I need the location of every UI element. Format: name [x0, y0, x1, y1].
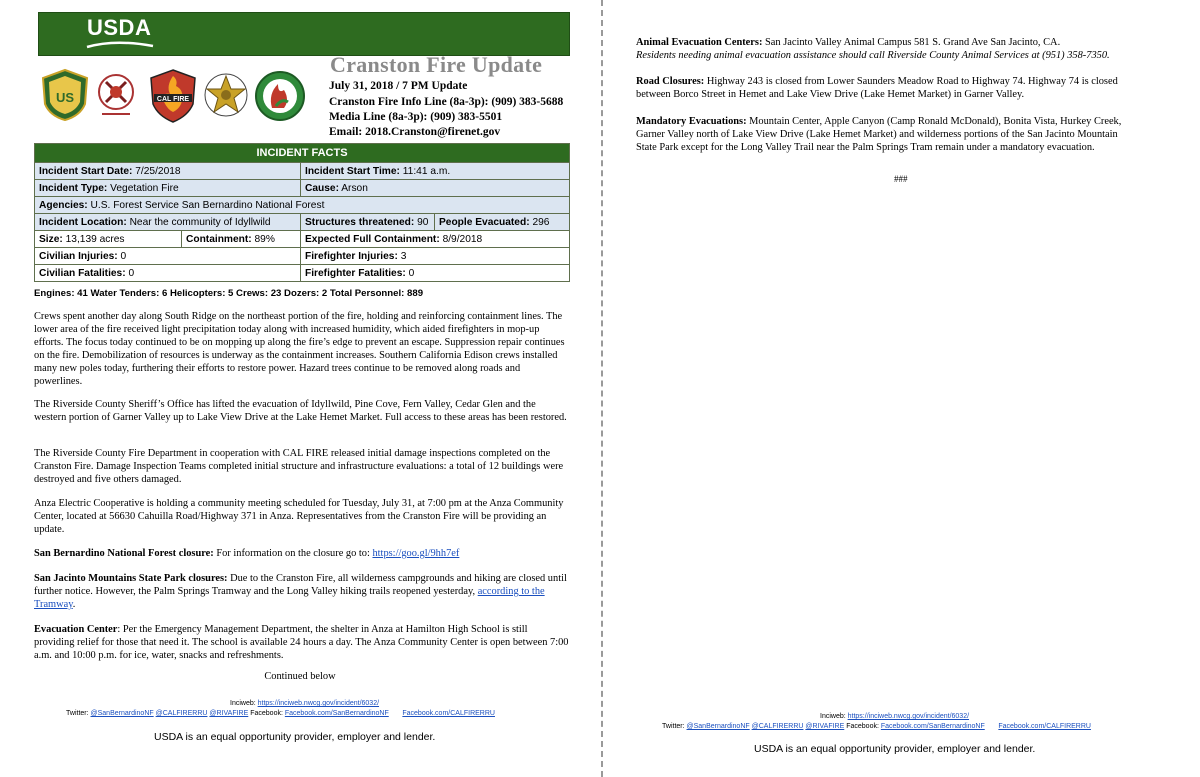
table-row: Incident Start Date: 7/25/2018 Incident Start Time: 11:41 a.m. — [35, 163, 570, 180]
forest-closure-paragraph: San Bernardino National Forest closure: For information on the closure go to: https://goo.gl/9hh7ef — [34, 548, 460, 559]
page-title: Cranston Fire Update — [330, 52, 543, 77]
operations-paragraph: Crews spent another day along South Ridge on the northeast portion of the fire, holding and reinforcing containment lines. The lower area of the fire received light precipitation today along with increased humidity, which aided firefighters in mop-up efforts. The focus today continued to be on mopping up along the fire’s edge to prevent an escape. Suppression repair continues on the fire. Demobilization of resources is underway as the containment increases. Southern California Edison crews installed many new poles today, furthering their efforts to restore power. Hazard trees continue to be removed along roads and powerlines. — [34, 311, 565, 387]
facebook-sbnf-link[interactable]: Facebook.com/SanBernardinoNF — [880, 723, 985, 730]
cause-value: Arson — [341, 182, 368, 194]
agencies-value: U.S. Forest Service San Bernardino National Forest — [90, 199, 325, 211]
closure-link[interactable]: https://goo.gl/9hh7ef — [372, 548, 460, 559]
end-marker: ### — [894, 174, 908, 184]
inciweb-link[interactable]: https://inciweb.nwcg.gov/incident/6032/ — [847, 713, 970, 720]
update-date: July 31, 2018 / 7 PM Update — [329, 80, 468, 92]
evacuation-center-paragraph: Evacuation Center: Per the Emergency Management Department, the shelter in Anza at Hamilton High School is still providing relief for those that need it. The school is available 24 hours a day. The Anza Community Center is open between 7:00 a.m. and 10:00 p.m. for ice, water, snacks and refreshments. — [34, 624, 569, 661]
forest-service-shield-icon — [40, 68, 90, 122]
twitter-rivafire-link[interactable]: @RIVAFIRE — [805, 723, 845, 730]
table-row: Size: 13,139 acres Containment: 89% Expected Full Containment: 8/9/2018 — [35, 231, 570, 248]
start-date-value: 7/25/2018 — [135, 165, 181, 177]
twitter-sbnf-link[interactable]: @SanBernardinoNF — [686, 723, 750, 730]
civilian-injuries-value: 0 — [120, 250, 127, 262]
mandatory-evacuations-paragraph: Mandatory Evacuations: Mountain Center, Apple Canyon (Camp Ronald McDonald), Bonita Vista, Hurkey Creek, Garner Valley north of Lake View Drive (Lake Hemet Market) and wilderness portions of the San Jacinto Mountain State Park except for the Long Valley Trail near the Palm Springs Tram remain under a mandatory evacuation. — [636, 116, 1122, 153]
inciweb-link[interactable]: https://inciweb.nwcg.gov/incident/6032/ — [257, 700, 380, 707]
page-divider — [601, 0, 603, 777]
inciweb-line: Inciweb: https://inciweb.nwcg.gov/incident/6032/ — [230, 700, 380, 707]
tramway-link[interactable]: according to the Tramway — [34, 585, 545, 610]
media-line: Media Line (8a-3p): (909) 383-5501 — [329, 111, 503, 123]
firefighter-injuries-value: 3 — [400, 250, 407, 262]
incident-facts-heading: INCIDENT FACTS — [35, 144, 570, 163]
damage-paragraph: The Riverside County Fire Department in cooperation with CAL FIRE released initial damage inspections completed on the Cranston Fire. Damage Inspection Teams completed initial structure and infrastructure evaluations: a total of 12 buildings were destroyed and five others damaged. — [34, 448, 564, 485]
start-time-value: 11:41 a.m. — [402, 165, 451, 177]
twitter-calfire-link[interactable]: @CALFIRERRU — [155, 710, 208, 717]
community-meeting-paragraph: Anza Electric Cooperative is holding a community meeting scheduled for Tuesday, July 31, at 7:00 pm at the Anza Community Center, located at 56630 Cahuilla Road/Highway 371 in Anza. Representatives from the Cranston Fire will be providing an update. — [34, 498, 564, 535]
right-page — [604, 0, 1200, 777]
table-row: Incident Location: Near the community of Idyllwild Structures threatened: 90 People Evacuated: 296 — [35, 214, 570, 231]
cal-fire-icon — [148, 68, 198, 124]
animal-evacuation-paragraph: Animal Evacuation Centers: San Jacinto Valley Animal Campus 581 S. Grand Ave San Jacinto, CA. Residents needing animal evacuation assistance should call Riverside County Animal Services at (951) 358-7350. — [636, 37, 1110, 61]
firefighter-fatalities-value: 0 — [408, 267, 415, 279]
animal-services-note: Residents needing animal evacuation assistance should call Riverside County Animal Services at (951) 358-7350. — [636, 49, 1110, 61]
svg-text:CAL FIRE: CAL FIRE — [156, 96, 190, 103]
social-line: Twitter: @SanBernardinoNF @CALFIRERRU @RIVAFIRE Facebook: Facebook.com/SanBernardinoNF Facebook.com/CALFIRERRU — [662, 723, 1091, 730]
facebook-calfire-link[interactable]: Facebook.com/CALFIRERRU — [402, 710, 495, 717]
table-row: Agencies: U.S. Forest Service San Bernardino National Forest — [35, 197, 570, 214]
facebook-sbnf-link[interactable]: Facebook.com/SanBernardinoNF — [284, 710, 389, 717]
size-value: 13,139 acres — [65, 233, 125, 245]
sheriff-star-icon — [202, 68, 250, 122]
state-park-closure-paragraph: San Jacinto Mountains State Park closures: Due to the Cranston Fire, all wilderness campgrounds and hiking are closed until further notice. However, the Palm Springs Tramway and the Long Valley hiking trails reopened yesterday, according to the Tramway. — [34, 573, 567, 610]
email-line: Email: 2018.Cranston@firenet.gov — [329, 126, 501, 138]
idyllwild-fire-icon — [92, 66, 140, 124]
twitter-rivafire-link[interactable]: @RIVAFIRE — [209, 710, 249, 717]
social-line: Twitter: @SanBernardinoNF @CALFIRERRU @RIVAFIRE Facebook: Facebook.com/SanBernardinoNF Facebook.com/CALFIRERRU — [66, 710, 495, 717]
usda-logo: USDA — [87, 15, 152, 40]
continued-note: Continued below — [264, 671, 336, 682]
expected-containment-value: 8/9/2018 — [442, 233, 483, 245]
table-row: Incident Type: Vegetation Fire Cause: Arson — [35, 180, 570, 197]
team-4-logo-icon — [254, 68, 306, 124]
table-row: Civilian Fatalities: 0 Firefighter Fatalities: 0 — [35, 265, 570, 282]
civilian-fatalities-value: 0 — [128, 267, 135, 279]
twitter-calfire-link[interactable]: @CALFIRERRU — [751, 723, 804, 730]
structures-value: 90 — [417, 216, 429, 228]
containment-value: 89% — [254, 233, 275, 245]
table-row: Civilian Injuries: 0 Firefighter Injuries: 3 — [35, 248, 570, 265]
info-line: Cranston Fire Info Line (8a-3p): (909) 383-5688 — [329, 96, 564, 108]
equal-opportunity-statement: USDA is an equal opportunity provider, employer and lender. — [154, 731, 436, 743]
facebook-calfire-link[interactable]: Facebook.com/CALFIRERRU — [998, 723, 1091, 730]
usda-banner — [38, 12, 570, 56]
svg-text:US: US — [55, 90, 75, 105]
evacuated-value: 296 — [532, 216, 550, 228]
equal-opportunity-statement: USDA is an equal opportunity provider, employer and lender. — [754, 743, 1036, 755]
incident-type-value: Vegetation Fire — [110, 182, 179, 194]
incident-facts-table — [34, 143, 570, 282]
road-closures-paragraph: Road Closures: Highway 243 is closed from Lower Saunders Meadow Road to Highway 74. Highway 74 is closed between Borco Street in Hemet and Lake View Drive (Lake Hemet Market) in Garner Valley. — [636, 76, 1118, 100]
evacuation-lifted-paragraph: The Riverside County Sheriff’s Office has lifted the evacuation of Idyllwild, Pine Cove, Fern Valley, Cedar Glen and the western portion of Garner Valley up to Lake View Drive at the Lake Hemet Market. Full access to these areas has been restored. — [34, 399, 567, 423]
twitter-sbnf-link[interactable]: @SanBernardinoNF — [90, 710, 154, 717]
resources-line: Engines: 41 Water Tenders: 6 Helicopters: 5 Crews: 23 Dozers: 2 Total Personnel: 889 — [34, 288, 424, 299]
inciweb-line: Inciweb: https://inciweb.nwcg.gov/incident/6032/ — [820, 713, 970, 720]
usda-swoosh-icon — [85, 41, 155, 51]
location-value: Near the community of Idyllwild — [129, 216, 271, 228]
